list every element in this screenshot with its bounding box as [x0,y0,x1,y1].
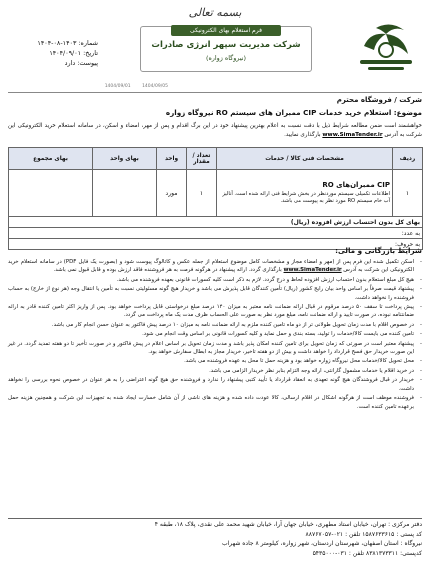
list-bullet: - [420,331,422,338]
condition-text: فروشنده موظف است از هرگونه اشکال در اقلام ارسالی، کالا عودت داده شده و هزینه های ناشی از آن شامل خسارت ایجاد شده به تجهیزات این شرکت و همچنین هزینه حمل برعهده تامین کننده است. [8,395,414,410]
stamp-date: 1404/09/05 [142,84,168,89]
list-bullet: - [420,304,422,311]
list-item [8,367,422,375]
list-item [8,321,422,329]
items-table [8,147,423,250]
letter-date: تاریخ: ۱۴۰۴/۰۹/۰۱ [49,49,98,57]
total-label: بهای کل بدون احتساب ارزش افزوده (ریال) [9,217,423,228]
intro-text: خواهشمند است ضمن مطالعه شرایط ذیل با دقت نسبت به اعلام بهترین پیشنهاد خود در این برگ اقدام و پس از مهر، امضاء و اسکن، در سامانه استعلام خرید الکترونیکی این شرکت به آدرس [8,123,422,138]
column-header: واحد [157,148,187,170]
list-bullet: - [420,276,422,283]
column-header: مشخصات فنی کالا / خدمات [217,148,393,170]
item-description [217,170,393,217]
letterhead [140,26,312,72]
conditions-title: شرایط بازرگانی و مالی: [335,246,422,255]
row-index: ۱ [393,170,423,217]
tender-link[interactable]: www.SimaTender.ir [322,132,383,138]
unit-price-cell[interactable] [93,170,157,217]
list-item [8,258,422,275]
list-item [8,376,422,393]
list-item [8,276,422,284]
column-header: بهای مجموع [9,148,93,170]
total-row [9,217,423,228]
list-bullet: - [420,340,422,347]
plant-postal: کدپستی: ۸۳۸۱۳۷۳۳۱۱ تلفن : ۰۳۱-۵۴۳۵۰۰۰ [312,549,422,557]
tender-link[interactable]: www.SimaTender.ir [283,267,342,274]
total-numeric-row [9,228,423,239]
letter-number: شماره: ۱۴۰۳-۰۸-۱۴۰۴ [37,39,98,47]
column-header: ردیف [393,148,423,170]
intro-paragraph [8,122,422,140]
list-bullet: - [420,358,422,365]
condition-text: هیچ کل مبلغ استعلام بدون احتساب ارزش افزوده لحاظ و درج گردد. لازم به ذکر است کلیه کسورات قانونی بعهده فروشنده می باشد. [116,276,414,283]
item-note: اطلاعات تکمیلی سیستم موردنظر در بخش شرایط فنی ارائه شده است. آنالیز آب خام سیستم RO مورد نظر به پیوست می باشد. [222,191,390,204]
condition-text: بارگذاری گردد. ارائه پیشنهاد در هرگونه فرمت به هر فروشنده فاقد ارزش بوده و قابل قبول نمی باشد. [53,267,282,274]
condition-text: خریدار در قبال فروشندگان هیچ گونه تعهدی به انعقاد قرارداد یا تأیید کتبی پیشنهاد را ندارد و فروشنده حق هیچ گونه اعتراضی را به هر عنوان در خصوص نحوه بررسی را نخواهد داشت. [8,377,414,392]
list-item [8,357,422,365]
bismillah: بسمه تعالی [188,6,242,19]
list-bullet: - [420,395,422,402]
condition-text: محل تحویل کالا/خدمات محل نیروگاه زواره خواهد بود و هزینه حمل تا محل به عهده فروشنده می باشد. [184,358,414,365]
list-item [8,303,422,320]
item-qty: ۱ [187,170,217,217]
project-name: (نیروگاه زواره) [205,54,247,62]
header-divider [8,92,422,93]
office-postal: کد پستی : ۱۵۸۷۶۳۳۶۱۵ تلفن : ۰۲۱-۸۸۷۶۷۰۵۷ [305,530,422,538]
letter-meta [8,38,98,68]
intro-text: بارگذاری نمایید. [284,132,321,138]
form-badge: فرم استعلام بهای الکترونیکی [171,25,281,36]
condition-text: در خصوص اقلام با مدت زمان تحویل طولانی تر از دو ماه تامین کننده ملزم به ارائه ضمانت نامه به میزان ۱۰ درصد پیش فاکتور به عنوان حسن انجام کار می باشد. [51,321,414,328]
item-unit: مورد [157,170,187,217]
plant-address: نیروگاه : استان اصفهان، شهرستان اردستان، شهر زواره، کیلومتر ۸ جاده شهراب [221,540,422,547]
total-price-cell[interactable] [9,170,93,217]
recipient: شرکت / فروشگاه محترم [336,96,422,104]
letter-attachment: پیوست: دارد [64,59,98,67]
total-numeric-label[interactable]: به عدد: [9,228,423,239]
list-bullet: - [420,259,422,265]
footer-divider [8,518,422,519]
list-bullet: - [420,377,422,384]
condition-text: پیش پرداخت تا سقف ۵۰ درصد مرقوم در قبال ارائه ضمانت نامه معتبر به میزان ۱۴۰ درصد مبلغ درخواستی قابل پرداخت خواهد بود. پس از واریز اکثر تامین کننده قادر به ارائه ضمانتنامه نبوده، در صورت تایید و ارائه ضمانت نامه، مبلغ مورد نظر به صورت علی الحساب ظرف مدت یک ماه پرداخت می گردد. [8,304,414,319]
list-item [8,330,422,338]
column-header: بهای واحد [93,148,157,170]
company-name: شرکت مدیریت سپهر انرژی صادرات [151,40,301,50]
condition-text: پیشنهاد قیمت صرفاً بر اساس واحد بیان رایج کشور (ریال) تأمین کنندگان قابل پذیرش می باشد و خریدار هیچ گونه مسئولیتی نسبت به تأمین یا انتقال وجه (هر نوع از خارج) به حساب فروشنده را نخواهد داشت. [8,286,414,301]
table-row [9,170,423,217]
list-bullet: - [420,321,422,328]
condition-text: در خرید اقلام یا خدمات مشمول گارانتی، ارائه وجه التزام بنابر نظر خریدار الزامی می باشد. [209,367,414,374]
list-item [8,285,422,302]
footer [8,520,422,558]
list-bullet: - [420,367,422,374]
total-letters-label[interactable]: به حروف: [9,239,423,250]
subject-line: موضوع: استعلام خرید خدمات CIP ممبران های سیستم RO نیروگاه زواره [165,108,422,117]
list-bullet: - [420,286,422,293]
stamp-date: 1404/09/01 [104,84,131,89]
item-name: CIP ممبران‌های RO [322,181,390,189]
date-stamps [88,84,168,92]
list-item [8,394,422,411]
table-header-row [9,148,423,170]
conditions-list [8,258,422,412]
office-address: دفتر مرکزی : تهران، خیابان استاد مطهری، خیابان جهان آرا، خیابان شهید محمد علی نقدی، پلاک ۱۸، طبقه ۴ [154,521,422,528]
condition-text: اسکن تکمیل شده این فرم پس از (مهر و امضاء مجاز و مشخصات کامل موضوع استعلام از جمله عکس و کاتالوگ پیوست شود و (بصورت یک فایل PDF) در سامانه استعلام خرید الکترونیکی این شرکت به آدرس [8,259,414,274]
list-item [8,340,422,357]
company-logo-icon [346,20,426,74]
condition-text: پیشنهاد معتبر است در صورتی که زمان تحویل برای تامین کننده امکان پذیر باشد و مدت زمان تحویل بر اساس اعلام در پیش فاکتور و در صورت تأخیر تا دو هفته تمدید گردد. در غیر این صورت خریدار حق فسخ قرارداد را خواهد داشت و بیش از دو هفته تاخیر، خریدار مجاز به ابطال سفارش خواهد بود. [8,340,414,356]
condition-text: تامین کننده می بایست کالا/خدمات را تولید، بسته بندی و حمل نماید و کلیه کسورات قانونی بر اساس وقت انجام می شود. [142,331,414,338]
column-header: تعداد / مقدار [187,148,217,170]
